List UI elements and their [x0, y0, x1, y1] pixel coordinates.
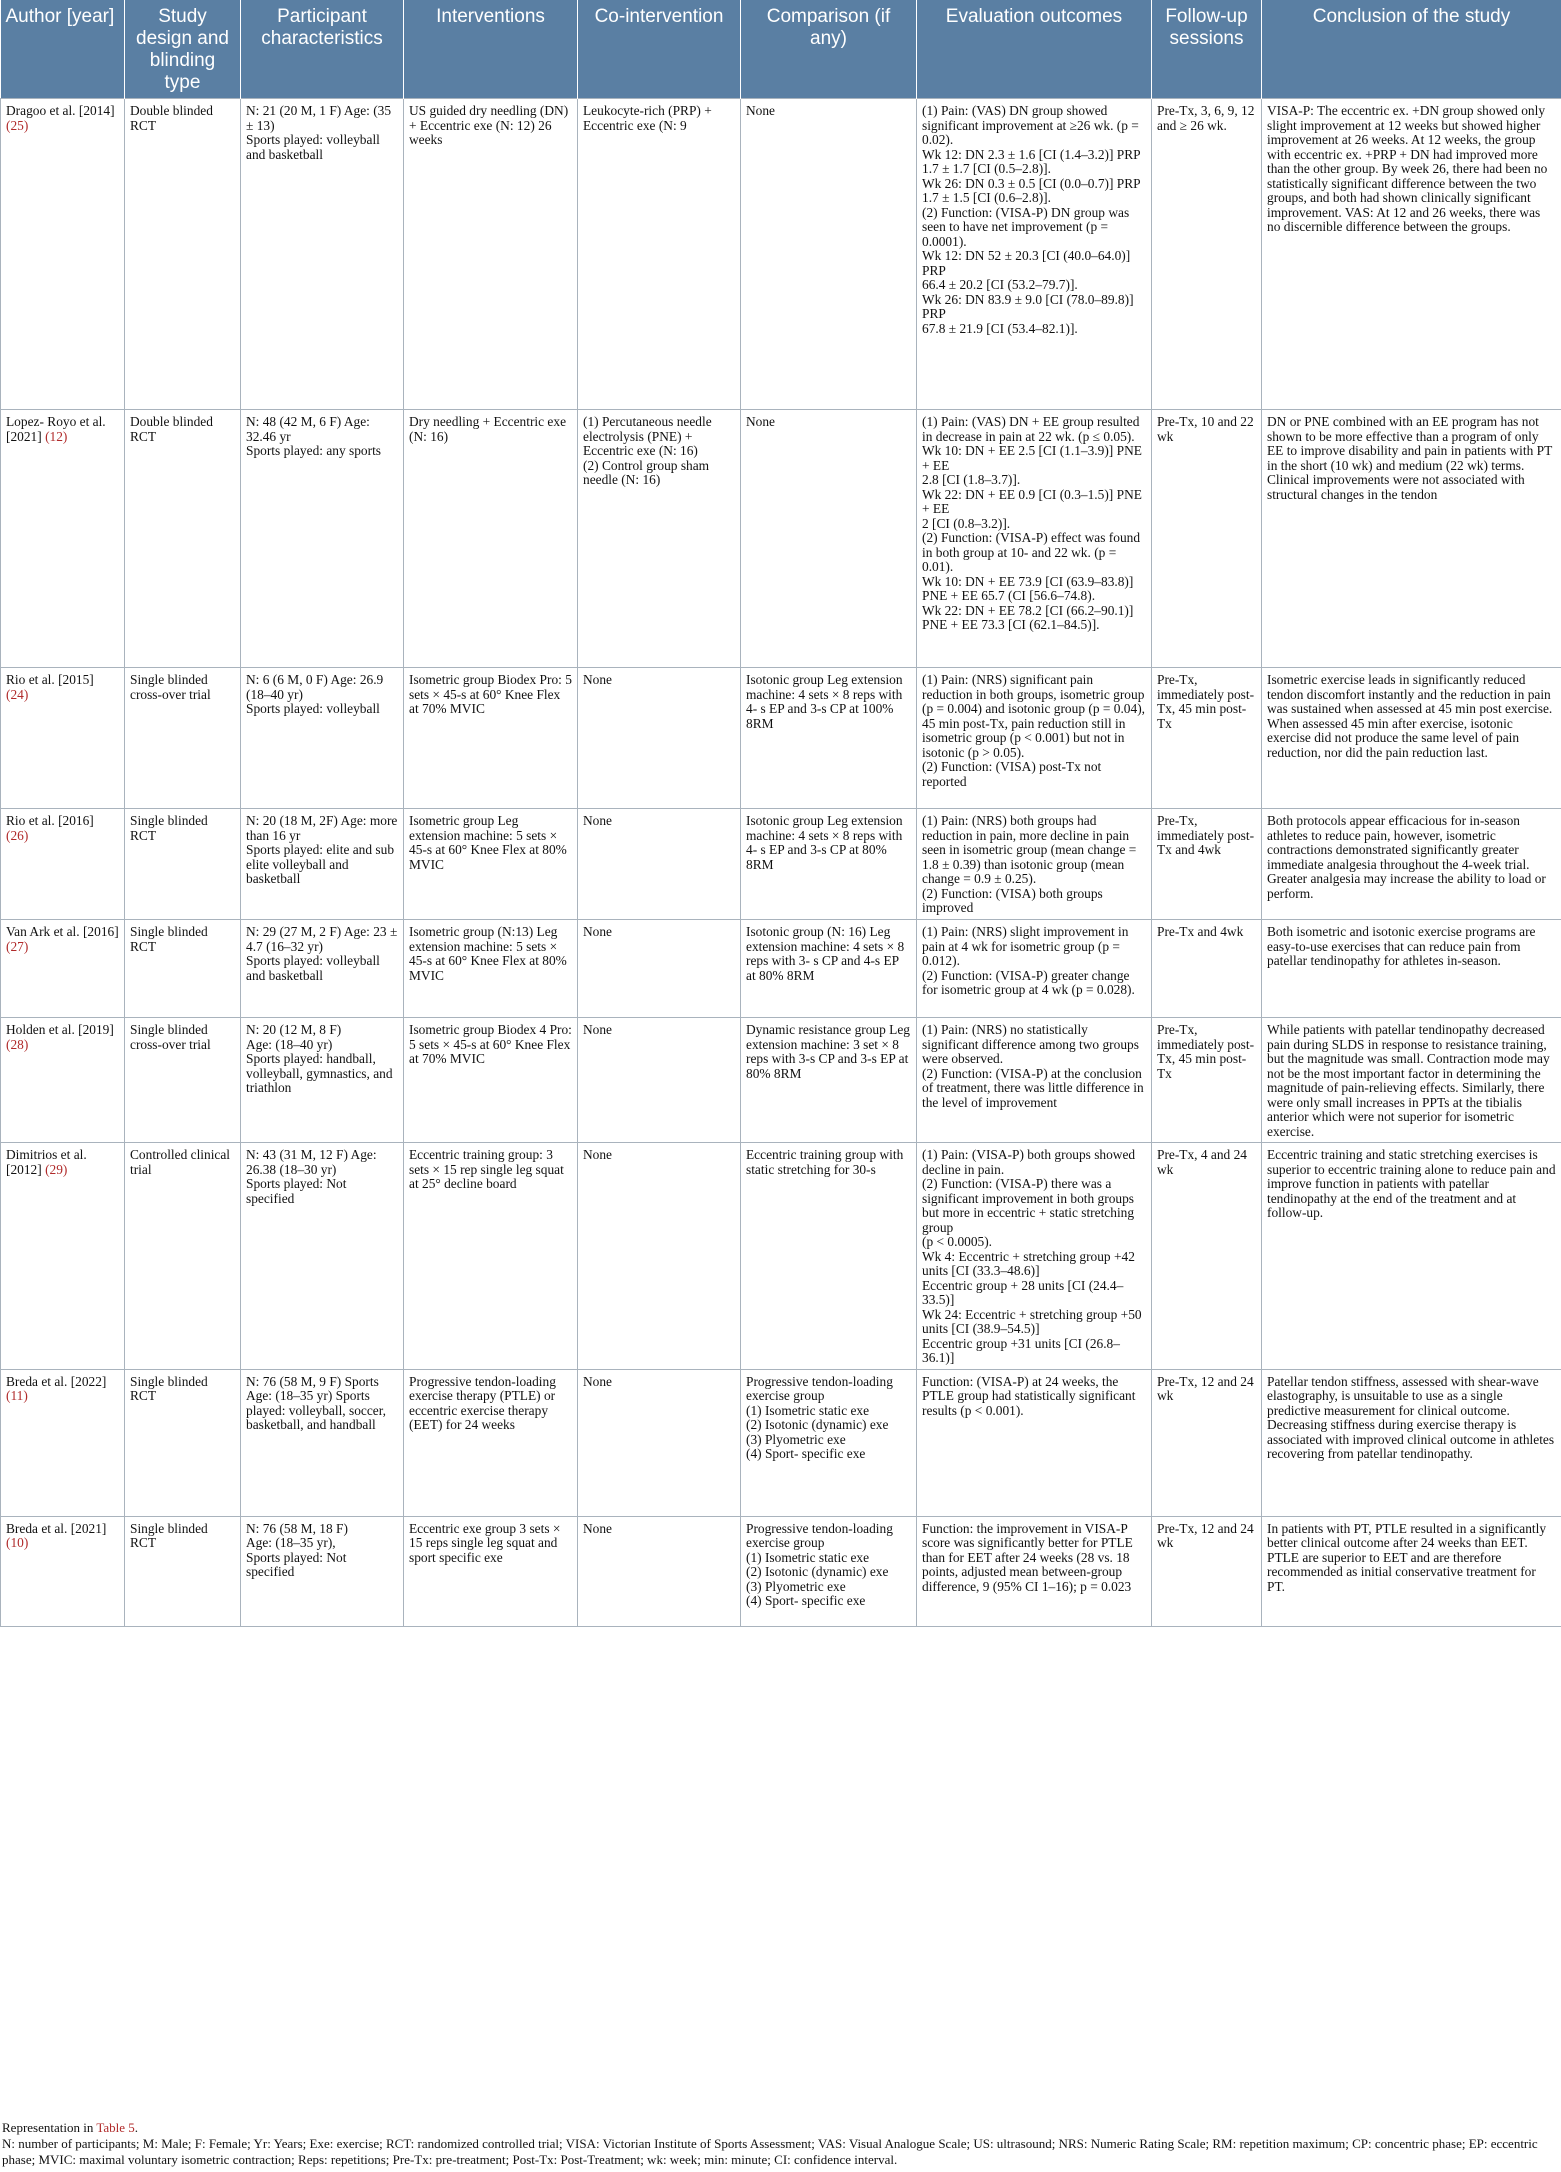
- citation-link[interactable]: (12): [45, 428, 68, 444]
- author-name: Breda et al. [2022]: [6, 1373, 107, 1389]
- cell-outcomes: (1) Pain: (NRS) both groups had reduction in pain, more decline in pain seen in isometric group (mean change = 1.8 ± 0.39) than isotonic group (mean change = 0.9 ± 0.25). (2) Function: (VISA) both groups improved: [917, 809, 1152, 920]
- cell-outcomes: (1) Pain: (VAS) DN group showed significant improvement at ≥26 wk. (p = 0.02). Wk 12: DN 2.3 ± 1.6 [CI (1.4–3.2)] PRP 1.7 ± 1.7 [CI (0.5–2.8)]. Wk 26: DN 0.3 ± 0.5 [CI (0.0–0.7)] PRP 1.7 ± 1.5 [CI (0.6–2.8)]. (2) Function: (VISA-P) DN group was seen to have net improvement (p = 0.0001). Wk 12: DN 52 ± 20.3 [CI (40.0–64.0)] PRP 66.4 ± 20.2 [CI (53.2–79.7)]. Wk 26: DN 83.9 ± 9.0 [CI (78.0–89.8)] PRP 67.8 ± 21.9 [CI (53.4–82.1)].: [917, 99, 1152, 410]
- cell-participants: N: 76 (58 M, 18 F) Age: (18–35 yr), Sports played: Not specified: [241, 1516, 404, 1626]
- cell-conclusion: Both protocols appear efficacious for in-season athletes to reduce pain, however, isometric contractions demonstrated significantly greater immediate analgesia throughout the 4-week trial. Greater analgesia may increase the ability to load or perform.: [1262, 809, 1561, 920]
- author-name: Rio et al. [2016]: [6, 813, 94, 828]
- cell-followup: Pre-Tx, 4 and 24 wk: [1152, 1143, 1262, 1370]
- cell-comparison: Isotonic group Leg extension machine: 4 sets × 8 reps with 4- s EP and 3-s CP at 80% 8RM: [741, 809, 917, 920]
- header-cointervention: Co-intervention: [578, 0, 741, 99]
- cell-design: Single blinded cross-over trial: [125, 668, 241, 809]
- table-row: [1, 1018, 1561, 1143]
- cell-followup: Pre-Tx, 12 and 24 wk: [1152, 1516, 1262, 1626]
- cell-author: [1, 668, 125, 809]
- header-row: [1, 0, 1561, 99]
- cell-comparison: Progressive tendon-loading exercise group (1) Isometric static exe (2) Isotonic (dynamic) exe (3) Plyometric exe (4) Sport- specific exe: [741, 1516, 917, 1626]
- representation-link[interactable]: Table 5: [96, 2120, 135, 2135]
- cell-conclusion: Patellar tendon stiffness, assessed with shear-wave elastography, is unsuitable to use as a single predictive measurement for clinical outcome. Decreasing stiffness during exercise therapy is associated with improved clinical outcome in athletes recovering from patellar tendinopathy.: [1262, 1369, 1561, 1516]
- cell-author: [1, 99, 125, 410]
- cell-conclusion: Isometric exercise leads in significantly reduced tendon discomfort instantly and the reduction in pain was sustained when assessed at 45 min post exercise. When assessed 45 min after exercise, isotonic exercise did not produce the same level of pain reduction, nor did the pain reduction last.: [1262, 668, 1561, 809]
- cell-conclusion: Eccentric training and static stretching exercises is superior to eccentric training alone to reduce pain and improve function in patients with patellar tendinopathy at the end of the treatment and at follow-up.: [1262, 1143, 1561, 1370]
- cell-interventions: Isometric group (N:13) Leg extension machine: 5 sets × 45-s at 60° Knee Flex at 80% MVIC: [404, 920, 578, 1018]
- cell-cointervention: None: [578, 809, 741, 920]
- cell-cointervention: None: [578, 668, 741, 809]
- cell-author: [1, 920, 125, 1018]
- author-name: Holden et al. [2019]: [6, 1022, 114, 1037]
- header-comparison: Comparison (if any): [741, 0, 917, 99]
- cell-participants: N: 43 (31 M, 12 F) Age: 26.38 (18–30 yr) Sports played: Not specified: [241, 1143, 404, 1370]
- cell-conclusion: DN or PNE combined with an EE program has not shown to be more effective than a program of only EE to improve disability and pain in patients with PT in the short (10 wk) and medium (22 wk) terms. Clinical improvements were not associated with structural changes in the tendon: [1262, 410, 1561, 668]
- cell-interventions: Isometric group Biodex Pro: 5 sets × 45-s at 60° Knee Flex at 70% MVIC: [404, 668, 578, 809]
- cell-outcomes: Function: the improvement in VISA-P score was significantly better for PTLE than for EET after 24 weeks (28 vs. 18 points, adjusted mean between-group difference, 9 (95% CI 1–16); p = 0.023: [917, 1516, 1152, 1626]
- cell-followup: Pre-Tx, immediately post-Tx, 45 min post-Tx: [1152, 1018, 1262, 1143]
- table-row: [1, 1516, 1561, 1626]
- cell-cointervention: None: [578, 1143, 741, 1370]
- cell-followup: Pre-Tx, 12 and 24 wk: [1152, 1369, 1262, 1516]
- author-name: Dragoo et al. [2014]: [6, 103, 115, 118]
- cell-conclusion: Both isometric and isotonic exercise programs are easy-to-use exercises that can reduce pain from patellar tendinopathy for athletes in-season.: [1262, 920, 1561, 1018]
- citation-link[interactable]: (11): [6, 1388, 28, 1403]
- cell-participants: N: 20 (18 M, 2F) Age: more than 16 yr Sports played: elite and sub elite volleyball and basketball: [241, 809, 404, 920]
- author-name: Rio et al. [2015]: [6, 672, 94, 687]
- cell-interventions: US guided dry needling (DN) + Eccentric exe (N: 12) 26 weeks: [404, 99, 578, 410]
- cell-comparison: None: [741, 99, 917, 410]
- abbreviations-note: N: number of participants; M: Male; F: Female; Yr: Years; Exe: exercise; RCT: randomized controlled trial; VISA: Victorian Institute of Sports Assessment; VAS: Visual Analogue Scale; US: ultrasound; NRS: Numeric Rating Scale; RM: repetition maximum; CP: concentric phase; EP: eccentric phase; MVIC: maximal voluntary isometric contraction; Reps: repetitions; Pre-Tx: pre-treatment; Post-Tx: Post-Treatment; wk: week; min: minute; CI: confidence interval.: [2, 2136, 1538, 2167]
- citation-link[interactable]: (25): [6, 117, 29, 133]
- citation-link[interactable]: (28): [6, 1036, 29, 1052]
- citation-link[interactable]: (24): [6, 686, 29, 702]
- cell-followup: Pre-Tx, immediately post-Tx, 45 min post-Tx: [1152, 668, 1262, 809]
- author-name: Breda et al. [2021]: [6, 1520, 107, 1536]
- table-row: [1, 99, 1561, 410]
- author-name: Lopez- Royo et al. [2021]: [6, 414, 106, 444]
- cell-author: [1, 1143, 125, 1370]
- cell-interventions: Dry needling + Eccentric exe (N: 16): [404, 410, 578, 668]
- cell-participants: N: 29 (27 M, 2 F) Age: 23 ± 4.7 (16–32 yr) Sports played: volleyball and basketball: [241, 920, 404, 1018]
- cell-followup: Pre-Tx, 10 and 22 wk: [1152, 410, 1262, 668]
- cell-interventions: Isometric group Biodex 4 Pro: 5 sets × 45-s at 60° Knee Flex at 70% MVIC: [404, 1018, 578, 1143]
- cell-author: [1, 1018, 125, 1143]
- cell-design: Double blinded RCT: [125, 99, 241, 410]
- header-outcomes: Evaluation outcomes: [917, 0, 1152, 99]
- table-row: [1, 809, 1561, 920]
- cell-author: [1, 1369, 125, 1516]
- cell-author: [1, 1516, 125, 1626]
- cell-participants: N: 76 (58 M, 9 F) Sports Age: (18–35 yr) Sports played: volleyball, soccer, basketball, and handball: [241, 1369, 404, 1516]
- cell-comparison: Eccentric training group with static stretching for 30-s: [741, 1143, 917, 1370]
- citation-link[interactable]: (26): [6, 827, 29, 843]
- cell-design: Single blinded RCT: [125, 809, 241, 920]
- cell-conclusion: VISA-P: The eccentric ex. +DN group showed only slight improvement at 12 weeks but showed higher improvement at 26 weeks. At 12 weeks, the group with eccentric ex. +PRP + DN had improved more than the other group. By week 26, there had been no statistically significant difference between the two groups, and both had shown clinically significant improvement. VAS: At 12 and 26 weeks, there was no discernible difference between the groups.: [1262, 99, 1561, 410]
- citation-link[interactable]: (10): [6, 1535, 29, 1550]
- cell-interventions: Eccentric training group: 3 sets × 15 rep single leg squat at 25° decline board: [404, 1143, 578, 1370]
- cell-comparison: Isotonic group Leg extension machine: 4 sets × 8 reps with 4- s EP and 3-s CP at 100% 8RM: [741, 668, 917, 809]
- header-participants: Participant characteristics: [241, 0, 404, 99]
- cell-design: Single blinded cross-over trial: [125, 1018, 241, 1143]
- cell-followup: Pre-Tx and 4wk: [1152, 920, 1262, 1018]
- header-author: Author [year]: [1, 0, 125, 99]
- author-name: Dimitrios et al. [2012]: [6, 1147, 87, 1177]
- cell-comparison: None: [741, 410, 917, 668]
- citation-link[interactable]: (29): [45, 1161, 68, 1177]
- cell-cointervention: None: [578, 1018, 741, 1143]
- cell-participants: N: 21 (20 M, 1 F) Age: (35 ± 13) Sports played: volleyball and basketball: [241, 99, 404, 410]
- cell-interventions: Eccentric exe group 3 sets × 15 reps single leg squat and sport specific exe: [404, 1516, 578, 1626]
- table-row: [1, 410, 1561, 668]
- cell-outcomes: (1) Pain: (VAS) DN + EE group resulted in decrease in pain at 22 wk. (p ≤ 0.05). Wk 10: DN + EE 2.5 [CI (1.1–3.9)] PNE + EE 2.8 [CI (1.8–3.7)]. Wk 22: DN + EE 0.9 [CI (0.3–1.5)] PNE + EE 2 [CI (0.8–3.2)]. (2) Function: (VISA-P) effect was found in both group at 10- and 22 wk. (p = 0.01). Wk 10: DN + EE 73.9 [CI (63.9–83.8)] PNE + EE 65.7 (CI [56.6–74.8). Wk 22: DN + EE 78.2 [CI (66.2–90.1)] PNE + EE 73.3 [CI (62.1–84.5)].: [917, 410, 1152, 668]
- cell-followup: Pre-Tx, 3, 6, 9, 12 and ≥ 26 wk.: [1152, 99, 1262, 410]
- table-footnotes: [2, 2120, 1558, 2168]
- table-body: [1, 99, 1561, 1627]
- cell-outcomes: (1) Pain: (NRS) slight improvement in pain at 4 wk for isometric group (p = 0.012). (2) Function: (VISA-P) greater change for isometric group at 4 wk (p = 0.028).: [917, 920, 1152, 1018]
- cell-outcomes: (1) Pain: (NRS) no statistically significant difference among two groups were observed. (2) Function: (VISA-P) at the conclusion of treatment, there was little difference in the level of improvement: [917, 1018, 1152, 1143]
- cell-comparison: Dynamic resistance group Leg extension machine: 3 set × 8 reps with 3-s CP and 3-s EP at 80% 8RM: [741, 1018, 917, 1143]
- table-row: [1, 920, 1561, 1018]
- cell-outcomes: Function: (VISA-P) at 24 weeks, the PTLE group had statistically significant results (p < 0.001).: [917, 1369, 1152, 1516]
- representation-prefix: Representation in: [2, 2120, 94, 2135]
- cell-author: [1, 809, 125, 920]
- cell-outcomes: (1) Pain: (NRS) significant pain reduction in both groups, isometric group (p = 0.004) and isotonic group (p = 0.04), 45 min post-Tx, pain reduction still in isometric group (p < 0.001) but not in isotonic (p > 0.05). (2) Function: (VISA) post-Tx not reported: [917, 668, 1152, 809]
- cell-interventions: Progressive tendon-loading exercise therapy (PTLE) or eccentric exercise therapy (EET) for 24 weeks: [404, 1369, 578, 1516]
- table-row: [1, 1143, 1561, 1370]
- cell-participants: N: 6 (6 M, 0 F) Age: 26.9 (18–40 yr) Sports played: volleyball: [241, 668, 404, 809]
- cell-participants: N: 48 (42 M, 6 F) Age: 32.46 yr Sports played: any sports: [241, 410, 404, 668]
- cell-conclusion: In patients with PT, PTLE resulted in a significantly better clinical outcome after 24 weeks than EET. PTLE are superior to EET and are therefore recommended as initial conservative treatment for PT.: [1262, 1516, 1561, 1626]
- cell-author: [1, 410, 125, 668]
- cell-participants: N: 20 (12 M, 8 F) Age: (18–40 yr) Sports played: handball, volleyball, gymnastics, and triathlon: [241, 1018, 404, 1143]
- table-row: [1, 668, 1561, 809]
- cell-cointervention: (1) Percutaneous needle electrolysis (PNE) + Eccentric exe (N: 16) (2) Control group sham needle (N: 16): [578, 410, 741, 668]
- cell-design: Controlled clinical trial: [125, 1143, 241, 1370]
- cell-conclusion: While patients with patellar tendinopathy decreased pain during SLDS in response to resistance training, but the magnitude was small. Contraction mode may not be the most important factor in determining the magnitude of pain-relieving effects. Similarly, there were only small increases in PPTs at the tibialis anterior which were not superior for isometric exercise.: [1262, 1018, 1561, 1143]
- author-name: Van Ark et al. [2016]: [6, 924, 119, 939]
- cell-design: Single blinded RCT: [125, 1516, 241, 1626]
- cell-comparison: Progressive tendon-loading exercise group (1) Isometric static exe (2) Isotonic (dynamic) exe (3) Plyometric exe (4) Sport- specific exe: [741, 1369, 917, 1516]
- header-design: Study design and blinding type: [125, 0, 241, 99]
- header-interventions: Interventions: [404, 0, 578, 99]
- representation-suffix: .: [134, 2120, 139, 2135]
- cell-followup: Pre-Tx, immediately post-Tx and 4wk: [1152, 809, 1262, 920]
- header-conclusion: Conclusion of the study: [1262, 0, 1561, 99]
- cell-design: Double blinded RCT: [125, 410, 241, 668]
- citation-link[interactable]: (27): [6, 938, 29, 954]
- cell-cointervention: None: [578, 1369, 741, 1516]
- cell-cointervention: None: [578, 1516, 741, 1626]
- table-row: [1, 1369, 1561, 1516]
- header-followup: Follow-up sessions: [1152, 0, 1262, 99]
- cell-interventions: Isometric group Leg extension machine: 5 sets × 45-s at 60° Knee Flex at 80% MVIC: [404, 809, 578, 920]
- cell-comparison: Isotonic group (N: 16) Leg extension machine: 4 sets × 8 reps with 3- s CP and 4-s EP at 80% 8RM: [741, 920, 917, 1018]
- cell-design: Single blinded RCT: [125, 1369, 241, 1516]
- cell-cointervention: None: [578, 920, 741, 1018]
- cell-cointervention: Leukocyte-rich (PRP) + Eccentric exe (N: 9: [578, 99, 741, 410]
- cell-design: Single blinded RCT: [125, 920, 241, 1018]
- cell-outcomes: (1) Pain: (VISA-P) both groups showed decline in pain. (2) Function: (VISA-P) there was a significant improvement in both groups but more in eccentric + static stretching group (p < 0.0005). Wk 4: Eccentric + stretching group +42 units [CI (33.3–48.6)] Eccentric group + 28 units [CI (24.4–33.5)] Wk 24: Eccentric + stretching group +50 units [CI (38.9–54.5)] Eccentric group +31 units [CI (26.8–36.1)]: [917, 1143, 1152, 1370]
- representation-note: [2, 2120, 1558, 2136]
